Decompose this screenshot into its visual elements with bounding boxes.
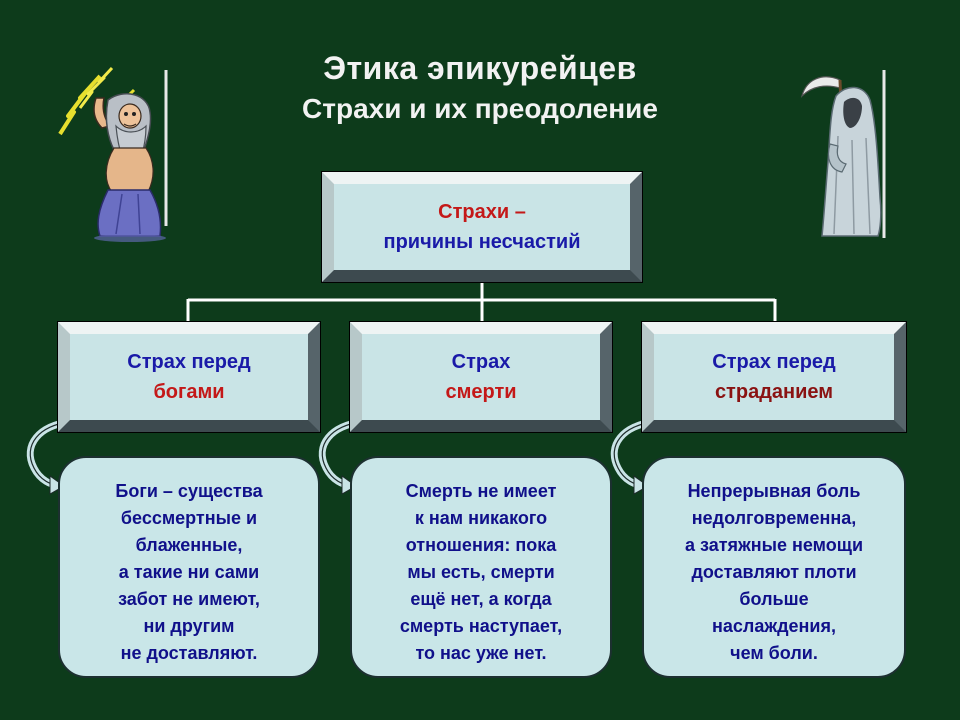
answer-gods-line: бессмертные и [120, 508, 258, 528]
answer-gods-box [58, 456, 320, 678]
title-main: Этика эпикурейцев [323, 50, 637, 86]
answer-death-line: то нас уже нет. [415, 643, 547, 663]
fear-gods-line1: Страх перед [127, 351, 251, 373]
fear-death-box [350, 322, 612, 432]
fear-death-line2: смерти [445, 381, 517, 403]
answer-gods-line: Боги – существа [115, 481, 263, 501]
answer-death-box [350, 456, 612, 678]
root-box-line1: Страхи – [438, 201, 526, 223]
answer-gods-line: блаженные, [135, 535, 243, 555]
fear-suffering-line1: Страх перед [712, 351, 836, 373]
answer-suffering-line: больше [739, 589, 809, 609]
answer-death-line: отношения: пока [405, 535, 557, 555]
answer-death-line: смерть наступает, [399, 616, 563, 636]
answer-gods-line: забот не имеют, [118, 589, 260, 609]
answer-death-line: ещё нет, а когда [410, 589, 552, 609]
title-subtitle: Страхи и их преодоление [302, 93, 658, 124]
fear-suffering-line2: страданием [714, 381, 834, 403]
answer-death-line: мы есть, смерти [407, 562, 555, 582]
answer-suffering-box [642, 456, 906, 678]
answer-suffering-line: Непрерывная боль [687, 481, 861, 501]
answer-gods-line: ни другим [143, 616, 235, 636]
zeus-with-lightning-figure [52, 64, 177, 244]
answer-suffering-line: а затяжные немощи [684, 535, 864, 555]
answer-gods-line: а такие ни сами [118, 562, 260, 582]
fears-root-box [322, 172, 642, 282]
fear-suffering-box [642, 322, 906, 432]
root-box-line2: причины несчастий [383, 231, 581, 253]
fear-gods-line2: богами [153, 381, 225, 403]
fear-death-line1: Страх [451, 351, 511, 373]
answer-gods-line: не доставляют. [120, 643, 258, 663]
answer-suffering-line: наслаждения, [712, 616, 836, 636]
answer-death-line: к нам никакого [414, 508, 548, 528]
grim-reaper-figure [800, 66, 892, 242]
answer-death-line: Смерть не имеет [405, 481, 557, 501]
answer-suffering-line: недолговременна, [691, 508, 857, 528]
answer-suffering-line: чем боли. [730, 643, 818, 663]
answer-suffering-line: доставляют плоти [691, 562, 857, 582]
fear-gods-box [58, 322, 320, 432]
